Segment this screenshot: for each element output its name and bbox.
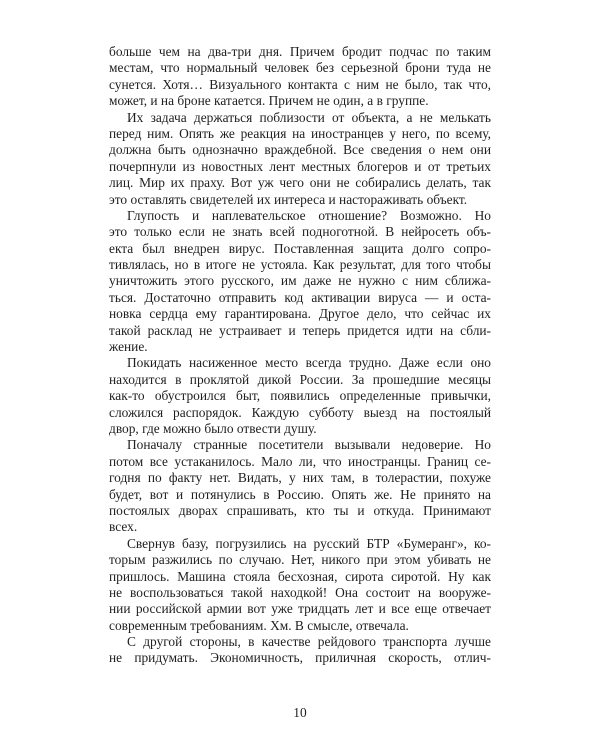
text-line: всех. bbox=[109, 519, 138, 535]
paragraph bbox=[109, 634, 491, 667]
paragraph bbox=[109, 536, 491, 634]
text-line: годня по факту нет. Видать, у них там, в толерастии, похуже bbox=[109, 470, 491, 486]
text-line: находится в проклятой дикой России. За прошедшие месяцы bbox=[109, 371, 491, 387]
text-line: двор, где можно было отвести душу. bbox=[109, 420, 317, 436]
text-line: такой расклад не устраивает и теперь придется идти на сбли- bbox=[109, 322, 491, 338]
text-line: сунется. Хотя… Визуального контакта с ним не было, так что, bbox=[109, 76, 491, 92]
text-line: Глупость и наплевательское отношение? Возможно. Но bbox=[127, 207, 491, 223]
text-line: лиц. Мир их праху. Вот уж чего они не собирались делать, так bbox=[109, 175, 491, 191]
text-line: Покидать насиженное место всегда трудно. Даже если оно bbox=[127, 355, 491, 371]
page-number: 10 bbox=[293, 705, 307, 720]
text-line: почерпнули из новостных лент местных блогеров и от третьих bbox=[109, 158, 491, 174]
paragraph bbox=[109, 437, 491, 535]
text-line: современным требованиям. Хм. В смысле, отвечала. bbox=[109, 617, 409, 633]
text-line: С другой стороны, в качестве рейдового транспорта лучше bbox=[127, 634, 491, 650]
paragraph bbox=[109, 208, 491, 356]
text-line: Поначалу странные посетители вызывали недоверие. Но bbox=[127, 437, 491, 453]
text-line: это оставлять свидетелей их интереса и настораживать объект. bbox=[109, 191, 468, 207]
text-line: местам, что нормальный человек без серьезной брони туда не bbox=[109, 60, 491, 76]
text-line: может, и на броне катается. Причем не один, а в группе. bbox=[109, 93, 429, 109]
text-line: Их задача держаться поблизости от объекта, а не мелькать bbox=[127, 109, 491, 125]
text-line: это только если не знать всей подноготной. В нейросеть объ- bbox=[109, 224, 491, 240]
page-body-text bbox=[109, 44, 491, 667]
text-line: как-то обустроился быт, появились определенные привычки, bbox=[109, 388, 491, 404]
text-line: екта был внедрен вирус. Поставленная защита долго сопро- bbox=[109, 240, 491, 256]
paragraph bbox=[109, 44, 491, 110]
text-line: новка сердца ему гарантирована. Другое дело, что сейчас их bbox=[109, 306, 491, 322]
paragraph bbox=[109, 110, 491, 208]
text-line: жение. bbox=[109, 339, 148, 355]
text-line: должна быть однозначно враждебной. Все сведения о нем они bbox=[109, 142, 491, 158]
text-line: пришлось. Машина стояла бесхозная, сирота сиротой. Ну как bbox=[109, 568, 491, 584]
text-line: перед ним. Опять же реакция на иностранцев у него, по всему, bbox=[109, 125, 491, 141]
text-line: больше чем на два-три дня. Причем бродит подчас по таким bbox=[109, 44, 491, 59]
text-line: будет, вот и потянулись в Россию. Опять же. Не принято на bbox=[109, 486, 491, 502]
text-line: тивлялась, но в итоге не устояла. Как результат, для того чтобы bbox=[109, 257, 491, 273]
text-line: нии российской армии вот уже тридцать лет и все еще отвечает bbox=[109, 601, 491, 617]
text-line: потом все устаканилось. Мало ли, что иностранцы. Границ се- bbox=[109, 453, 491, 469]
text-line: уничтожить этого русского, им даже не нужно с ним сближа- bbox=[109, 273, 491, 289]
text-line: торым разжились по случаю. Нет, никого при этом убивать не bbox=[109, 552, 491, 568]
text-line: Свернув базу, погрузились на русский БТР «Бумеранг», ко- bbox=[127, 535, 491, 551]
text-line: ться. Достаточно отправить код активации вируса — и оста- bbox=[109, 289, 491, 305]
text-line: постоялых дворах спрашивать, кто ты и откуда. Принимают bbox=[109, 502, 491, 518]
text-line: сложился распорядок. Каждую субботу выезд на постоялый bbox=[109, 404, 491, 420]
paragraph bbox=[109, 355, 491, 437]
text-line: не придумать. Экономичность, приличная скорость, отлич- bbox=[109, 650, 491, 666]
text-line: не воспользоваться такой находкой! Она состоит на вооруже- bbox=[109, 584, 491, 600]
